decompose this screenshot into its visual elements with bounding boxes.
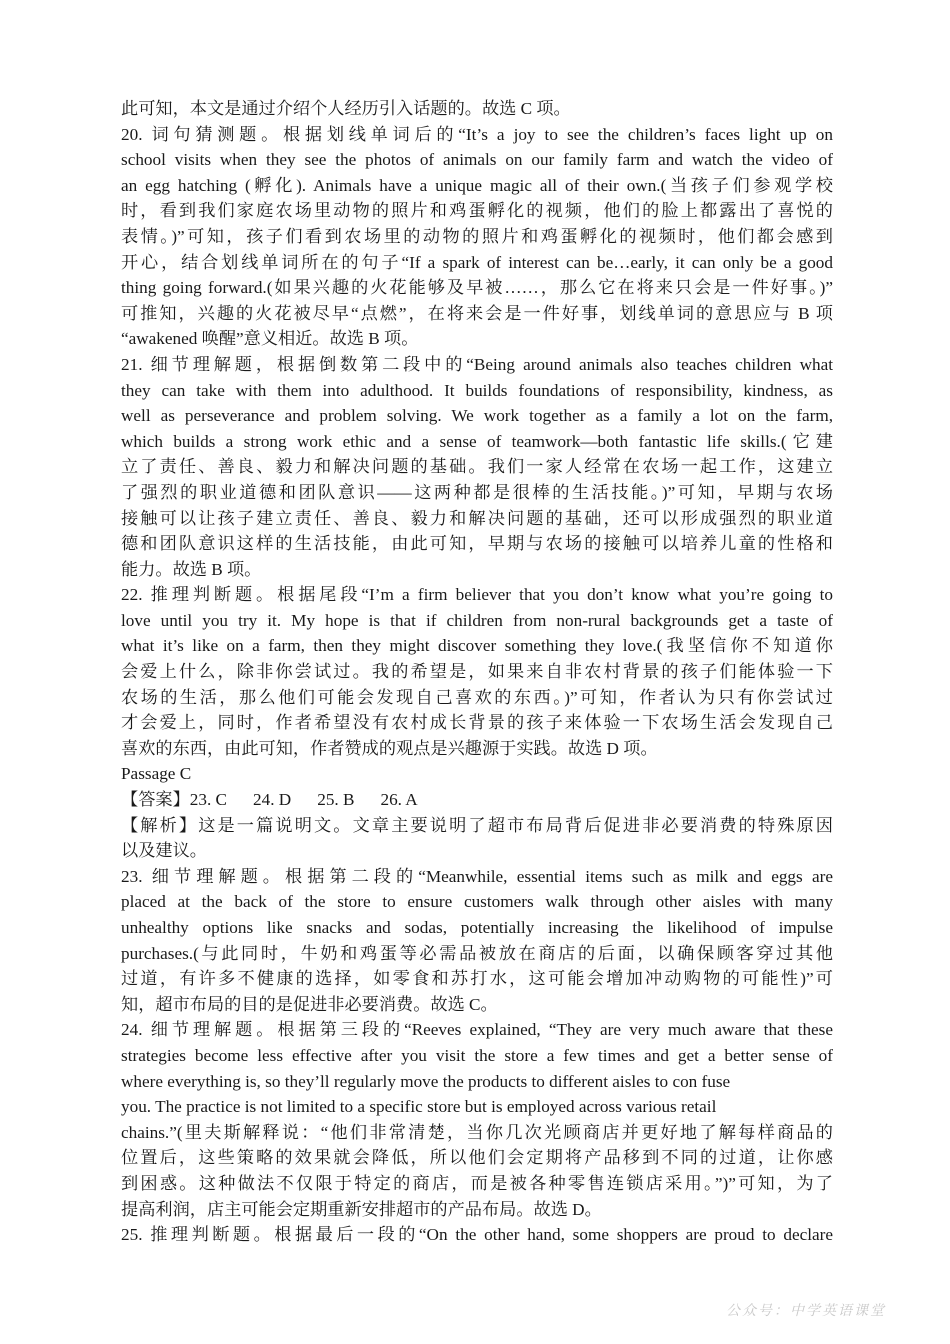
- text-line: 23. 细节理解题。根据第二段的“Meanwhile, essential items such as milk and eggs are: [121, 866, 833, 886]
- text-line: purchases.(与此同时，牛奶和鸡蛋等必需品被放在商店的后面，以确保顾客穿过其他: [121, 943, 833, 963]
- text-line: strategies become less effective after you visit the store a few times and get a better sense of: [121, 1045, 833, 1065]
- text-line: 知，超市布局的目的是促进非必要消费。故选 C。: [121, 994, 498, 1014]
- watermark-text: 公众号：中学英语课堂: [726, 1303, 886, 1319]
- text-line: 喜欢的东西，由此可知，作者赞成的观点是兴趣源于实践。故选 D 项。: [121, 738, 658, 758]
- text-line: “awakened 唤醒”意义相近。故选 B 项。: [121, 329, 419, 349]
- text-line: unhealthy options like snacks and sodas, potentially increasing the likelihood of impulse: [121, 918, 833, 937]
- text-line: 德和团队意识这样的生活技能，由此可知，早期与农场的接触可以培养儿童的性格和: [121, 534, 833, 554]
- text-line: an egg hatching (孵化). Animals have a unique magic all of their own.(当孩子们参观学校: [121, 175, 833, 195]
- text-line: 提高利润，店主可能会定期重新安排超市的产品布局。故选 D。: [121, 1199, 602, 1219]
- text-line: which builds a strong work ethic and a sense of teamwork—both fantastic life skills.(它建: [121, 431, 833, 451]
- answer-key-label: 【答案】: [121, 790, 190, 810]
- text-line: you. The practice is not limited to a specific store but is employed across various retail: [121, 1097, 717, 1117]
- text-line: 开心，结合划线单词所在的句子“If a spark of interest can be…early, it can only be a good: [121, 252, 833, 272]
- answer-item: 23. C: [189, 790, 228, 810]
- answer-item: 26. A: [380, 790, 418, 810]
- text-line: 表情。)”可知，孩子们看到农场里的动物的照片和鸡蛋孵化的视频时，他们都会感到: [121, 226, 833, 246]
- explanation-block-2: [121, 813, 833, 1248]
- text-line: 了强烈的职业道德和团队意识——这两种都是很棒的生活技能。)”可知，早期与农场: [121, 482, 833, 502]
- answer-item: 24. D: [253, 790, 292, 810]
- text-line: 立了责任、善良、毅力和解决问题的基础。我们一家人经常在农场一起工作，这建立: [121, 457, 833, 477]
- text-line: 以及建议。: [121, 841, 207, 861]
- text-line: chains.”(里夫斯解释说：“他们非常清楚，当你几次光顾商店并更好地了解每样商品的: [121, 1122, 833, 1142]
- answer-item: 25. B: [317, 790, 355, 810]
- text-line: 接触可以让孩子建立责任、善良、毅力和解决问题的基础，还可以形成强烈的职业道: [121, 508, 833, 528]
- explanation-block-1: [121, 96, 833, 787]
- text-line: placed at the back of the store to ensure customers walk through other aisles with many: [121, 892, 833, 912]
- text-line: love until you try it. My hope is that if children from non-rural backgrounds get a taste of: [121, 610, 833, 630]
- answer-key-row: [121, 787, 833, 813]
- text-line: 21. 细节理解题，根据倒数第二段中的“Being around animals also teaches children what: [121, 354, 833, 374]
- text-line: what it’s like on a farm, then they might discover something they love.(我坚信你不知道你: [121, 636, 833, 656]
- text-line: 位置后，这些策略的效果就会降低，所以他们会定期将产品移到不同的过道，让你感: [121, 1148, 833, 1168]
- text-line: 过道，有许多不健康的选择，如零食和苏打水，这可能会增加冲动购物的可能性)”可: [121, 969, 833, 989]
- text-line: they can take with them into adulthood. It builds foundations of responsibility, kindness, as: [121, 380, 833, 400]
- text-line: well as perseverance and problem solving. We work together as a family a lot on the farm,: [121, 406, 833, 426]
- text-line: 会爱上什么，除非你尝试过。我的希望是，如果来自非农村背景的孩子们能体验一下: [121, 662, 833, 682]
- text-line: 【解析】这是一篇说明文。文章主要说明了超市布局背后促进非必要消费的特殊原因: [121, 815, 833, 835]
- text-line: 此可知，本文是通过介绍个人经历引入话题的。故选 C 项。: [121, 99, 571, 118]
- text-line: 24. 细节理解题。根据第三段的“Reeves explained, “They are very much aware that these: [121, 1020, 833, 1040]
- text-line: where everything is, so they’ll regularly move the products to different aisles to con fuse: [121, 1071, 731, 1091]
- text-line: 25. 推理判断题。根据最后一段的“On the other hand, some shoppers are proud to declare: [121, 1225, 833, 1245]
- text-line: 农场的生活，那么他们可能会发现自己喜欢的东西。)”可知，作者认为只有你尝试过: [121, 687, 833, 707]
- text-line: 到困惑。这种做法不仅限于特定的商店，而是被各种零售连锁店采用。”)”可知，为了: [121, 1173, 833, 1193]
- text-line: Passage C: [121, 764, 192, 784]
- text-line: 22. 推理判断题。根据尾段“I’m a firm believer that you don’t know what you’re going to: [121, 585, 833, 605]
- text-line: 可推知，兴趣的火花被尽早“点燃”，在将来会是一件好事，划线单词的意思应与 B 项: [121, 303, 833, 323]
- text-line: school visits when they see the photos of animals on our family farm and watch the video of: [121, 150, 833, 170]
- document-body: [121, 96, 833, 1248]
- text-line: 才会爱上，同时，作者希望没有农村成长背景的孩子来体验一下农场生活会发现自己: [121, 713, 833, 733]
- text-line: 时，看到我们家庭农场里动物的照片和鸡蛋孵化的视频，他们的脸上都露出了喜悦的: [121, 201, 833, 221]
- text-line: 能力。故选 B 项。: [121, 559, 262, 579]
- text-line: thing going forward.(如果兴趣的火花能够及早被……，那么它在将来只会是一件好事。)”: [121, 278, 833, 298]
- text-line: 20. 词句猜测题。根据划线单词后的“It’s a joy to see the children’s faces light up on: [121, 124, 833, 144]
